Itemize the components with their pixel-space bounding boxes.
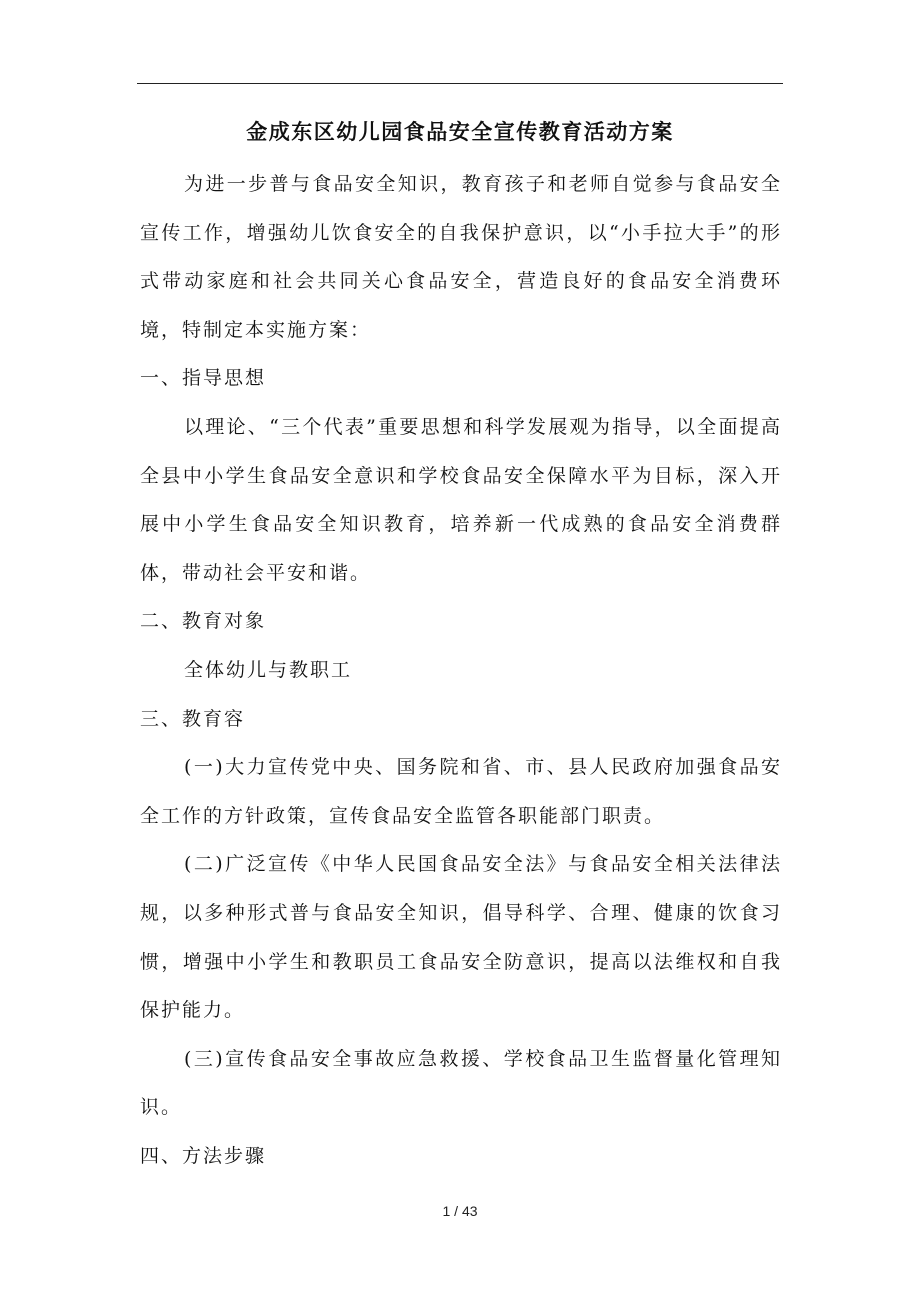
education-content-item-3: (三)宣传食品安全事故应急救援、学校食品卫生监督量化管理知识。 [140,1047,782,1119]
education-content-item-2: (二)广泛宣传《中华人民国食品安全法》与食品安全相关法律法规，以多种形式普与食品安全知识，倡导科学、合理、健康的饮食习惯，增强中小学生和教职员工食品安全防意识，提高以法维权和自我保护能力。 [140,853,782,1022]
guiding-ideology-paragraph: 以理论、“三个代表”重要思想和科学发展观为指导，以全面提高全县中小学生食品安全意识和学校食品安全保障水平为目标，深入开展中小学生食品安全知识教育，培养新一代成熟的食品安全消费群体，带动社会平安和谐。 [140,415,782,584]
section-heading-method-steps: 四、方法步骤 [140,1144,267,1167]
document-title: 金成东区幼儿园食品安全宣传教育活动方案 [246,120,674,144]
header-rule [137,83,783,84]
document-body [140,160,782,1180]
intro-paragraph: 为进一步普与食品安全知识，教育孩子和老师自觉参与食品安全宣传工作，增强幼儿饮食安全的自我保护意识，以“小手拉大手”的形式带动家庭和社会共同关心食品安全，营造良好的食品安全消费环境，特制定本实施方案： [140,173,782,341]
education-content-item-1: (一)大力宣传党中央、国务院和省、市、县人民政府加强食品安全工作的方针政策，宣传食品安全监管各职能部门职责。 [140,756,782,827]
education-target-paragraph: 全体幼儿与教职工 [184,658,353,681]
section-heading-guiding-ideology: 一、指导思想 [140,367,267,390]
section-heading-education-target: 二、教育对象 [140,610,267,633]
section-heading-education-content: 三、教育容 [140,707,246,730]
page-number: 1 / 43 [442,1203,478,1219]
